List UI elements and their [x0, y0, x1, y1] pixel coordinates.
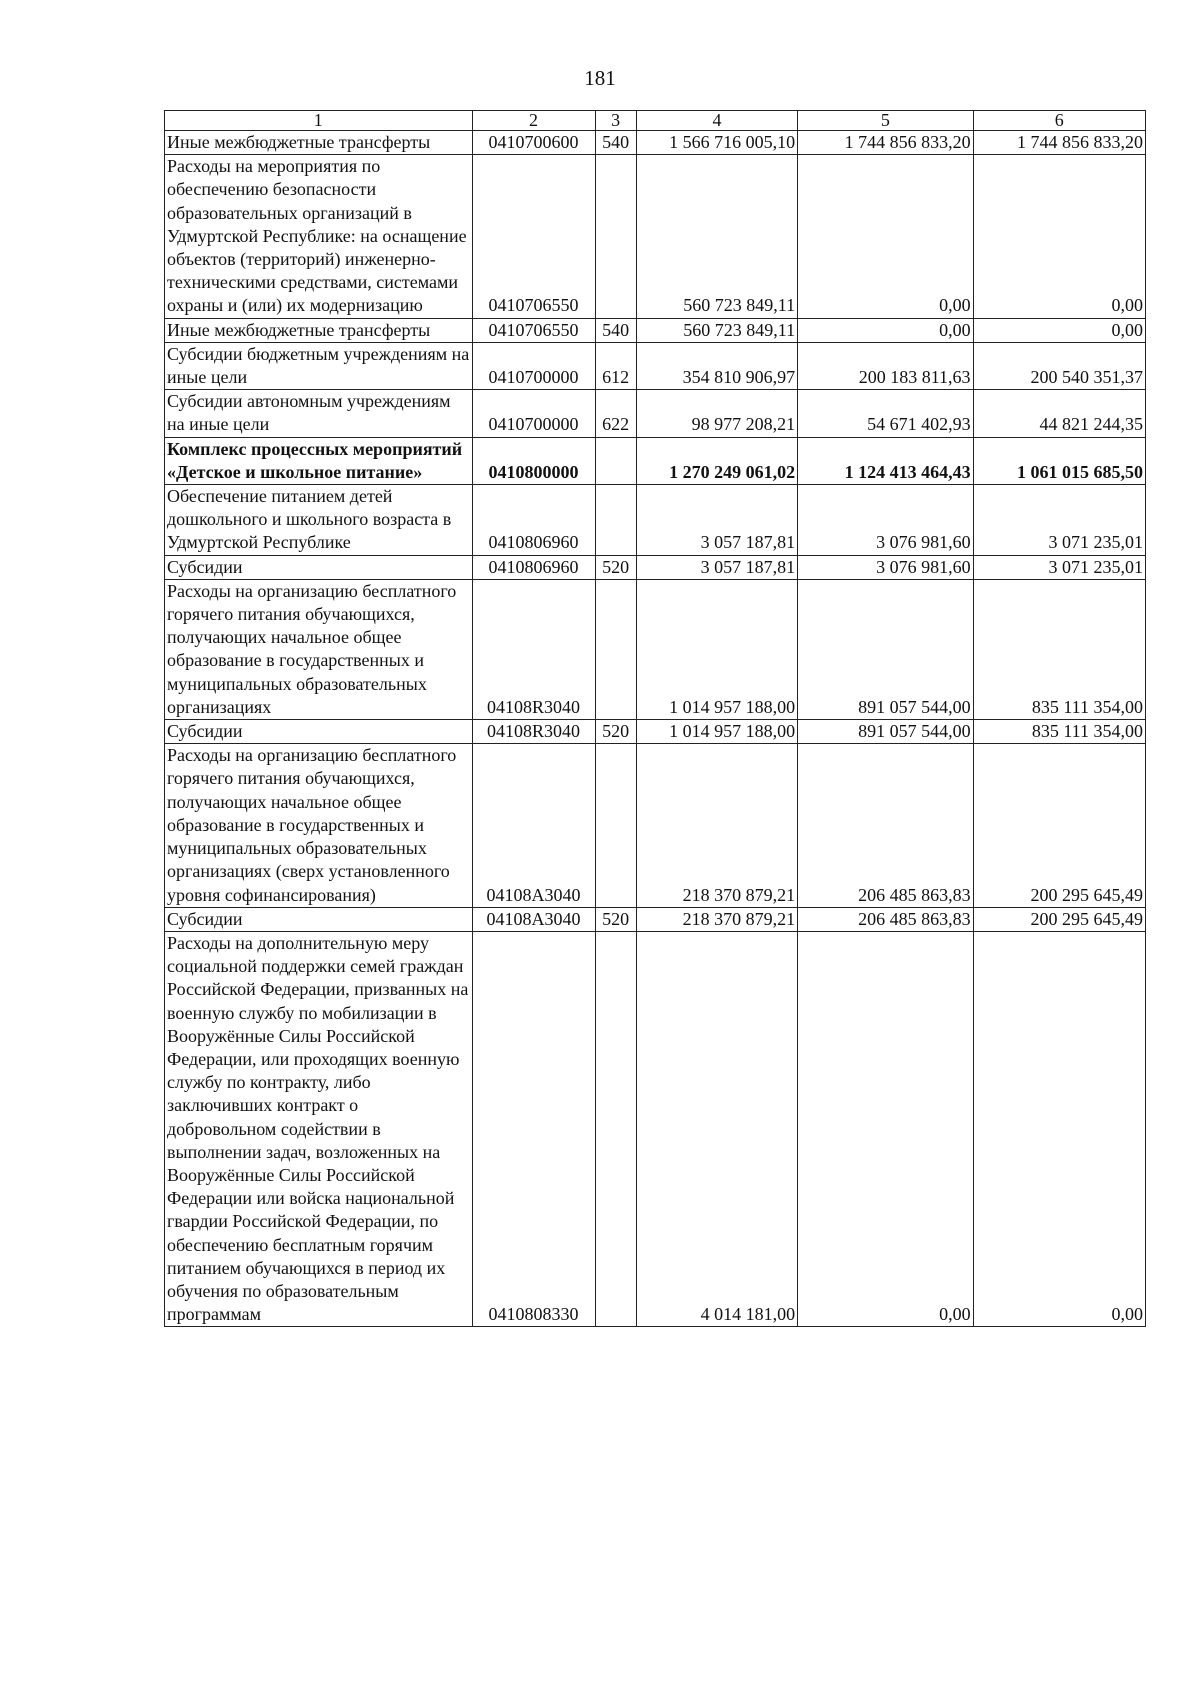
amount-col5-cell: 54 671 402,93 — [798, 390, 973, 437]
column-number-4: 4 — [636, 111, 797, 131]
row-name-cell: Расходы на мероприятия по обеспечению безопасности образовательных организаций в Удмуртской Республике: на оснащение объектов (территорий) инженерно-техническими средствами, системами охраны и (или) их модернизацию — [165, 155, 473, 318]
row-name-cell: Иные межбюджетные трансферты — [165, 131, 473, 155]
expense-type-cell: 520 — [595, 720, 636, 744]
amount-col4-cell: 3 057 187,81 — [636, 555, 797, 579]
program-code-cell: 0410806960 — [472, 485, 595, 556]
table-row — [165, 931, 1146, 1326]
amount-col6-cell: 835 111 354,00 — [973, 579, 1145, 719]
program-code-cell: 0410706550 — [472, 318, 595, 342]
row-name-cell: Субсидии — [165, 907, 473, 931]
amount-col6-cell: 1 061 015 685,50 — [973, 437, 1145, 484]
amount-col5-cell: 206 485 863,83 — [798, 744, 973, 907]
amount-col6-cell: 0,00 — [973, 931, 1145, 1326]
amount-col4-cell: 98 977 208,21 — [636, 390, 797, 437]
amount-col5-cell: 200 183 811,63 — [798, 342, 973, 389]
expense-type-cell — [595, 579, 636, 719]
expense-type-cell: 612 — [595, 342, 636, 389]
amount-col6-cell: 0,00 — [973, 318, 1145, 342]
program-code-cell: 0410700000 — [472, 390, 595, 437]
amount-col6-cell: 0,00 — [973, 155, 1145, 318]
expense-type-cell — [595, 485, 636, 556]
amount-col6-cell: 3 071 235,01 — [973, 555, 1145, 579]
program-code-cell: 0410808330 — [472, 931, 595, 1326]
row-name-cell: Субсидии автономным учреждениям на иные цели — [165, 390, 473, 437]
amount-col5-cell: 0,00 — [798, 931, 973, 1326]
column-number-header-row — [165, 111, 1146, 131]
table-row — [165, 437, 1146, 484]
program-code-cell: 04108A3040 — [472, 907, 595, 931]
amount-col4-cell: 560 723 849,11 — [636, 318, 797, 342]
table-row — [165, 720, 1146, 744]
amount-col6-cell: 1 744 856 833,20 — [973, 131, 1145, 155]
page-number: 181 — [584, 66, 616, 90]
amount-col4-cell: 560 723 849,11 — [636, 155, 797, 318]
expense-type-cell: 540 — [595, 318, 636, 342]
amount-col5-cell: 0,00 — [798, 318, 973, 342]
expense-type-cell: 540 — [595, 131, 636, 155]
row-name-cell: Субсидии — [165, 720, 473, 744]
amount-col4-cell: 218 370 879,21 — [636, 744, 797, 907]
table-body — [165, 131, 1146, 1327]
amount-col6-cell: 200 295 645,49 — [973, 907, 1145, 931]
amount-col6-cell: 200 295 645,49 — [973, 744, 1145, 907]
budget-table — [164, 110, 1146, 1327]
amount-col4-cell: 3 057 187,81 — [636, 485, 797, 556]
column-number-6: 6 — [973, 111, 1145, 131]
expense-type-cell — [595, 437, 636, 484]
row-name-cell: Субсидии бюджетным учреждениям на иные цели — [165, 342, 473, 389]
table-row — [165, 155, 1146, 318]
expense-type-cell — [595, 931, 636, 1326]
row-name-cell: Комплекс процессных мероприятий «Детское и школьное питание» — [165, 437, 473, 484]
program-code-cell: 0410700600 — [472, 131, 595, 155]
table-row — [165, 390, 1146, 437]
amount-col5-cell: 1 744 856 833,20 — [798, 131, 973, 155]
amount-col5-cell: 1 124 413 464,43 — [798, 437, 973, 484]
amount-col4-cell: 1 014 957 188,00 — [636, 720, 797, 744]
expense-type-cell: 520 — [595, 555, 636, 579]
amount-col6-cell: 3 071 235,01 — [973, 485, 1145, 556]
table-row — [165, 555, 1146, 579]
amount-col6-cell: 200 540 351,37 — [973, 342, 1145, 389]
row-name-cell: Субсидии — [165, 555, 473, 579]
amount-col5-cell: 891 057 544,00 — [798, 579, 973, 719]
table-row — [165, 342, 1146, 389]
amount-col4-cell: 1 014 957 188,00 — [636, 579, 797, 719]
column-number-2: 2 — [472, 111, 595, 131]
program-code-cell: 04108A3040 — [472, 744, 595, 907]
table-row — [165, 318, 1146, 342]
amount-col4-cell: 4 014 181,00 — [636, 931, 797, 1326]
program-code-cell: 0410700000 — [472, 342, 595, 389]
table-row — [165, 744, 1146, 907]
amount-col5-cell: 3 076 981,60 — [798, 485, 973, 556]
row-name-cell: Иные межбюджетные трансферты — [165, 318, 473, 342]
amount-col5-cell: 0,00 — [798, 155, 973, 318]
program-code-cell: 0410800000 — [472, 437, 595, 484]
column-number-3: 3 — [595, 111, 636, 131]
expense-type-cell: 520 — [595, 907, 636, 931]
row-name-cell: Обеспечение питанием детей дошкольного и школьного возраста в Удмуртской Республике — [165, 485, 473, 556]
amount-col5-cell: 3 076 981,60 — [798, 555, 973, 579]
program-code-cell: 04108R3040 — [472, 579, 595, 719]
program-code-cell: 0410806960 — [472, 555, 595, 579]
amount-col5-cell: 206 485 863,83 — [798, 907, 973, 931]
row-name-cell: Расходы на организацию бесплатного горячего питания обучающихся, получающих начальное общее образование в государственных и муниципальных образовательных организациях (сверх установленного уровня софинансирования) — [165, 744, 473, 907]
table-row — [165, 579, 1146, 719]
table-row — [165, 485, 1146, 556]
expense-type-cell: 622 — [595, 390, 636, 437]
program-code-cell: 0410706550 — [472, 155, 595, 318]
amount-col4-cell: 1 270 249 061,02 — [636, 437, 797, 484]
program-code-cell: 04108R3040 — [472, 720, 595, 744]
table-row — [165, 907, 1146, 931]
amount-col6-cell: 835 111 354,00 — [973, 720, 1145, 744]
row-name-cell: Расходы на дополнительную меру социальной поддержки семей граждан Российской Федерации, призванных на военную службу по мобилизации в Вооружённые Силы Российской Федерации, или проходящих военную службу по контракту, либо заключивших контракт о добровольном содействии в выполнении задач, возложенных на Вооружённые Силы Российской Федерации или войска национальной гвардии Российской Федерации, по обеспечению бесплатным горячим питанием обучающихся в период их обучения по образовательным программам — [165, 931, 473, 1326]
amount-col4-cell: 218 370 879,21 — [636, 907, 797, 931]
column-number-5: 5 — [798, 111, 973, 131]
table-row — [165, 131, 1146, 155]
amount-col5-cell: 891 057 544,00 — [798, 720, 973, 744]
row-name-cell: Расходы на организацию бесплатного горячего питания обучающихся, получающих начальное общее образование в государственных и муниципальных образовательных организациях — [165, 579, 473, 719]
column-number-1: 1 — [165, 111, 473, 131]
amount-col4-cell: 1 566 716 005,10 — [636, 131, 797, 155]
amount-col4-cell: 354 810 906,97 — [636, 342, 797, 389]
expense-type-cell — [595, 744, 636, 907]
expense-type-cell — [595, 155, 636, 318]
amount-col6-cell: 44 821 244,35 — [973, 390, 1145, 437]
